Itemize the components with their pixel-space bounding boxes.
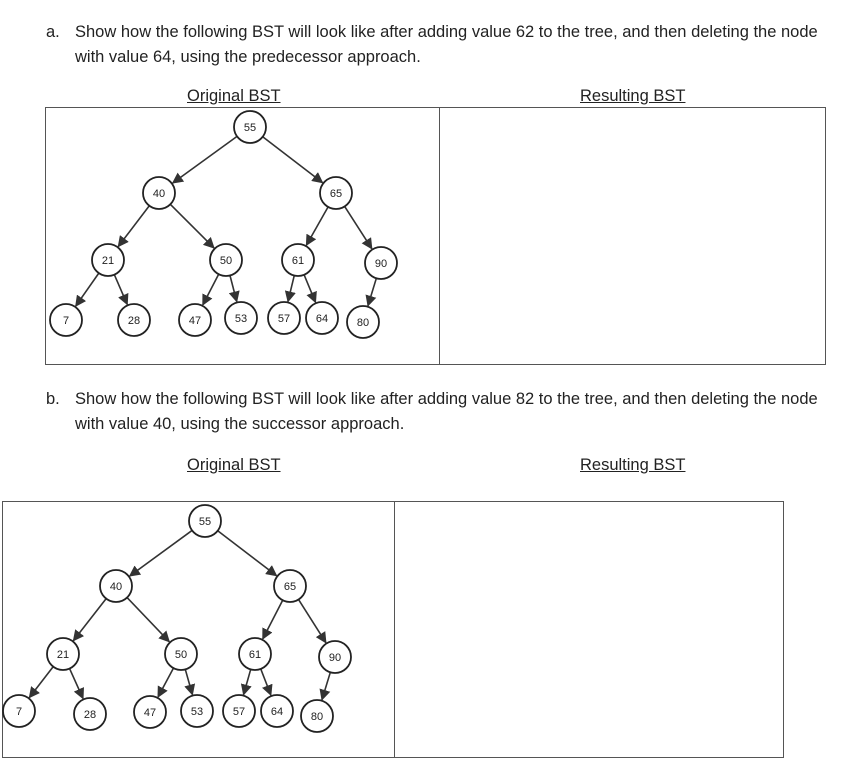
tree-edge-65-61 <box>263 600 283 639</box>
question-b-text: Show how the following BST will look like after adding value 82 to the tree, and then deleting the node with value 40, using the successor approach. <box>75 390 818 433</box>
tree-node-53 <box>181 695 213 727</box>
question-a-letter: a. <box>46 23 60 41</box>
tree-node-50 <box>165 638 197 670</box>
tree-node-label: 65 <box>283 581 297 593</box>
tree-node-55 <box>234 111 266 143</box>
tree-node-28 <box>118 304 150 336</box>
tree-node-label: 47 <box>188 315 202 327</box>
tree-node-label: 64 <box>270 706 284 718</box>
resulting-bst-cell-b[interactable] <box>394 502 783 757</box>
tree-node-label: 40 <box>152 188 166 200</box>
tree-node-21 <box>92 244 124 276</box>
tree-node-47 <box>179 304 211 336</box>
tree-edge-61-64 <box>304 275 315 303</box>
tree-edge-21-28 <box>114 275 127 305</box>
tree-node-label: 61 <box>291 255 305 267</box>
tree-node-label: 65 <box>329 188 343 200</box>
tree-edge-65-90 <box>345 206 372 248</box>
tree-edge-40-21 <box>73 599 106 641</box>
tree-node-65 <box>320 177 352 209</box>
tree-edge-55-40 <box>173 136 237 183</box>
tree-node-47 <box>134 696 166 728</box>
tree-edge-50-53 <box>185 669 192 694</box>
tree-node-label: 90 <box>374 258 388 270</box>
tree-edge-65-61 <box>306 207 328 245</box>
tree-node-label: 80 <box>356 317 370 329</box>
resulting-bst-label-a: Resulting BST <box>580 87 686 105</box>
resulting-bst-label-b: Resulting BST <box>580 456 686 474</box>
tree-edge-21-7 <box>76 273 99 306</box>
question-b-letter: b. <box>46 390 60 408</box>
tree-node-label: 53 <box>190 706 204 718</box>
resulting-bst-cell-a[interactable] <box>439 108 825 364</box>
tree-edge-55-65 <box>263 137 323 183</box>
tree-node-label: 55 <box>243 122 257 134</box>
tree-node-64 <box>306 302 338 334</box>
tree-edge-21-7 <box>29 667 53 698</box>
tree-node-label: 7 <box>15 706 23 718</box>
tree-node-label: 40 <box>109 581 123 593</box>
tree-node-7 <box>3 695 35 727</box>
tree-edge-61-57 <box>288 276 294 302</box>
tree-edge-21-28 <box>70 669 83 699</box>
tree-edge-61-64 <box>261 669 271 695</box>
tree-node-80 <box>347 306 379 338</box>
tree-edge-40-50 <box>127 598 169 642</box>
tree-node-label: 50 <box>219 255 233 267</box>
tree-node-28 <box>74 698 106 730</box>
tree-node-label: 61 <box>248 649 262 661</box>
tree-node-label: 47 <box>143 707 157 719</box>
tree-node-61 <box>282 244 314 276</box>
tree-node-label: 21 <box>56 649 70 661</box>
bst-diagram-b <box>3 502 394 757</box>
bst-diagram-a <box>46 108 439 364</box>
tree-edge-65-90 <box>299 600 326 643</box>
tree-edge-90-80 <box>368 278 376 305</box>
tree-edge-61-57 <box>244 669 251 694</box>
tree-node-90 <box>365 247 397 279</box>
original-bst-cell-b <box>3 502 394 757</box>
tree-node-label: 50 <box>174 649 188 661</box>
original-bst-label-a: Original BST <box>187 87 281 105</box>
tree-node-53 <box>225 302 257 334</box>
tree-node-55 <box>189 505 221 537</box>
tree-node-57 <box>223 695 255 727</box>
bst-table-a <box>45 107 826 365</box>
original-bst-label-b: Original BST <box>187 456 281 474</box>
tree-node-21 <box>47 638 79 670</box>
tree-node-label: 28 <box>83 709 97 721</box>
tree-edge-50-53 <box>230 275 237 301</box>
tree-node-label: 90 <box>328 652 342 664</box>
bst-table-b <box>2 501 784 758</box>
tree-node-64 <box>261 695 293 727</box>
tree-edge-50-47 <box>203 274 219 305</box>
tree-node-label: 21 <box>101 255 115 267</box>
tree-node-7 <box>50 304 82 336</box>
tree-node-40 <box>143 177 175 209</box>
tree-edge-55-65 <box>218 531 277 576</box>
tree-edge-90-80 <box>322 672 330 699</box>
tree-node-label: 7 <box>62 315 70 327</box>
tree-node-label: 64 <box>315 313 329 325</box>
tree-node-label: 57 <box>277 313 291 325</box>
question-b <box>46 387 836 437</box>
tree-edge-40-21 <box>118 206 149 247</box>
tree-node-80 <box>301 700 333 732</box>
tree-node-50 <box>210 244 242 276</box>
tree-node-65 <box>274 570 306 602</box>
tree-edge-40-50 <box>170 204 214 248</box>
tree-node-label: 57 <box>232 706 246 718</box>
question-a <box>46 20 836 70</box>
tree-node-61 <box>239 638 271 670</box>
tree-node-57 <box>268 302 300 334</box>
question-a-text: Show how the following BST will look like after adding value 62 to the tree, and then deleting the node with value 64, using the predecessor approach. <box>75 23 818 66</box>
tree-node-label: 28 <box>127 315 141 327</box>
tree-node-90 <box>319 641 351 673</box>
tree-node-label: 55 <box>198 516 212 528</box>
tree-node-label: 53 <box>234 313 248 325</box>
tree-node-40 <box>100 570 132 602</box>
original-bst-cell-a <box>46 108 439 364</box>
tree-node-label: 80 <box>310 711 324 723</box>
tree-edge-50-47 <box>158 668 173 697</box>
tree-edge-55-40 <box>130 530 192 576</box>
